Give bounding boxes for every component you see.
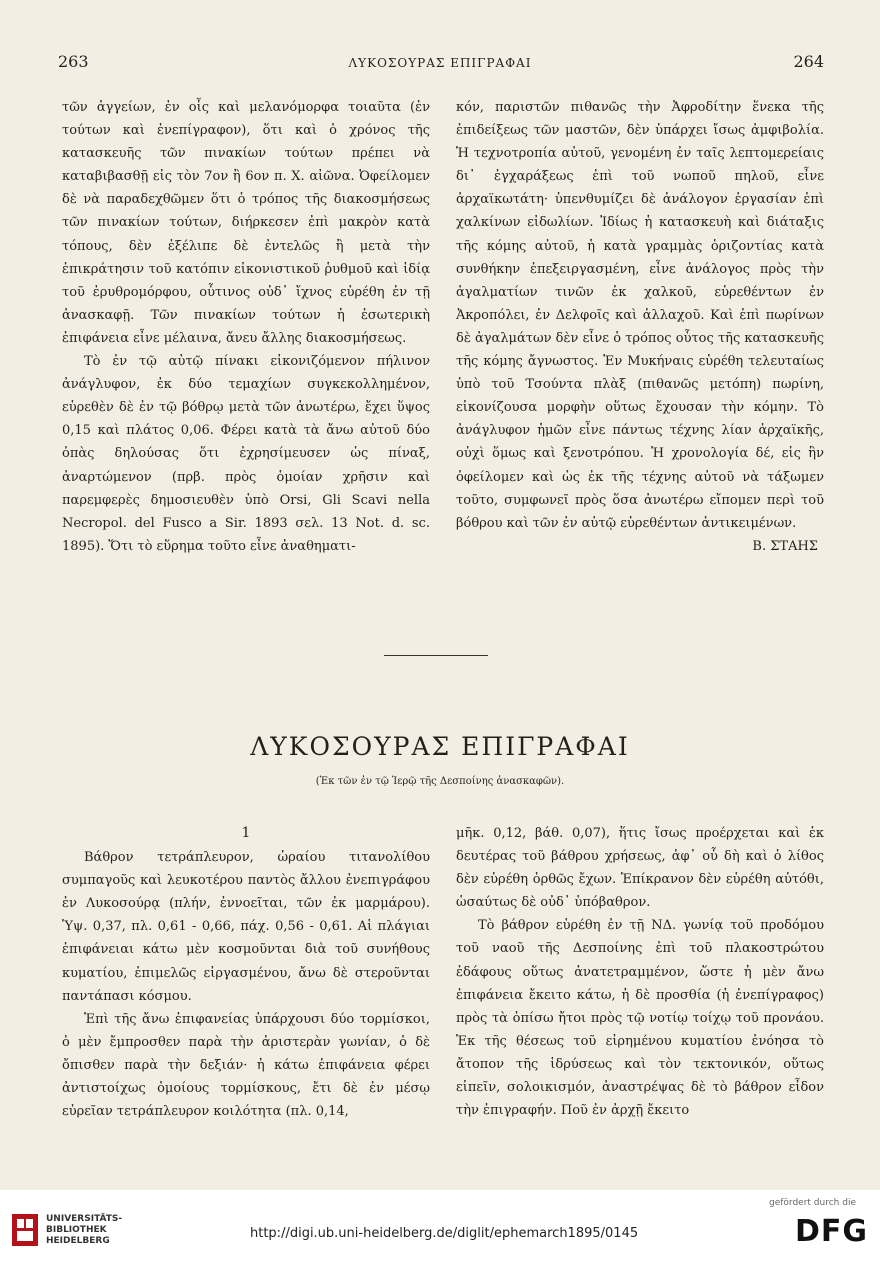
sponsor-name: DFG — [794, 1214, 868, 1249]
library-name-line: UNIVERSITÄTS- — [46, 1214, 123, 1224]
section-subtitle: (Ἐκ τῶν ἐν τῷ Ἱερῷ τῆς Δεσποίνης ἀνασκαφῶν). — [315, 776, 565, 787]
section-divider — [384, 655, 488, 656]
page-header — [48, 48, 832, 78]
library-name-line: BIBLIOTHEK — [46, 1225, 107, 1235]
page-number-right: 264 — [793, 52, 824, 71]
paragraph: τῶν ἀγγείων, ἐν οἷς καὶ μελανόμορφα τοιαῦτα (ἐν τούτων καὶ ἐνεπίγραφον), ὅτι καὶ ὁ χρόνος τῆς κατασκευῆς τῶν πινακίων τούτων πρέπει νὰ καταβιβασθῇ εἰς τὸν 7ον ἢ 6ον π. Χ. αἰῶνα. Ὀφείλομεν δὲ νὰ παραδεχθῶμεν ὅτι ὁ τρόπος τῆς διακοσμήσεως τῶν πινακίων τούτων, διήρκεσεν ἐπὶ μακρὸν κατὰ τόπους, δὲν ἐξέλιπε δὲ ἐντελῶς ἢ μετὰ τὴν ἐπικράτησιν τοῦ κατόπιν εἰκονιστικοῦ ῥυθμοῦ καὶ ἰδίᾳ τοῦ ἐρυθρομόρφου, οὗτινος οὐδ᾽ ἴχνος εὑρέθη ἐν τῇ ἀνασκαφῇ. Τῶν πινακίων τούτων ἡ ἐσωτερικὴ ἐπιφάνεια εἶνε μέλαινα, ἄνευ ἄλλης διακοσμήσεως. — [62, 100, 430, 346]
paragraph: Τὸ βάθρον εὑρέθη ἐν τῇ ΝΔ. γωνίᾳ τοῦ προδόμου τοῦ ναοῦ τῆς Δεσποίνης ἐπὶ τοῦ πλακοστρώτου ἐδάφους οὕτως ἀνατετραμμένον, ὥστε ἡ μὲν ἄνω ἐπιφάνεια ἔκειτο κάτω, ἡ δὲ προσθία (ἡ ἐνεπίγραφος) πρὸς τὰ ὀπίσω ἤτοι πρὸς τῷ νοτίῳ τοίχῳ τοῦ προνάου. Ἐκ τῆς θέσεως τοῦ εἰρημένου κυματίου ἐνόησα τὸ ἄτοπον τῆς ἱδρύσεως καὶ τὸν τεκτονικόν, οὕτως εἰπεῖν, σολοικισμόν, ἀναστρέψας δὲ τὸ βάθρον εἶδον τὴν ἐπιγραφήν. Ποῦ ἐν ἀρχῇ ἔκειτο — [456, 918, 824, 1119]
paragraph: μῆκ. 0,12, βάθ. 0,07), ἥτις ἴσως προέρχεται καὶ ἐκ δευτέρας τοῦ βάθρου χρήσεως, ἀφ᾽ οὗ δὴ καὶ ὁ λίθος δὲν εὑρέθη ὀρθῶς ἔχων. Ἐπίκρανον δὲν εὑρέθη αὐτόθι, ὡσαύτως δὲ οὐδ᾽ ὑπόβαθρον. — [456, 826, 824, 911]
column-top-left — [62, 96, 430, 558]
paragraph: Βάθρον τετράπλευρον, ὡραίου τιτανολίθου συμπαγοῦς καὶ λευκοτέρου παντὸς ἄλλου ἐνεπιγράφου ἐν Λυκοσούρᾳ (πλήν, ἐννοεῖται, τῶν ἐκ μαρμάρου). Ὑψ. 0,37, πλ. 0,61 - 0,66, πάχ. 0,56 - 0,61. Αἱ πλάγιαι ἐπιφάνειαι κάτω μὲν κοσμοῦνται διὰ τοῦ συνήθους κυματίου, ἐπιμελῶς εἰργασμένου, ἄνω δὲ στεροῦνται παντάπασι κόσμου. — [62, 850, 430, 1004]
permalink-url[interactable]: http://digi.ub.uni-heidelberg.de/diglit/ephemarch1895/0145 — [250, 1226, 639, 1241]
running-title: ΛΥΚΟΣΟΥΡΑΣ ΕΠΙΓΡΑΦΑΙ — [348, 56, 532, 70]
paragraph: κόν, παριστῶν πιθανῶς τὴν Ἀφροδίτην ἕνεκα τῆς ἐπιδείξεως τῶν μαστῶν, δὲν ὑπάρχει ἴσως ἀμφιβολία. Ἡ τεχνοτροπία αὐτοῦ, γενομένη ἐν ταῖς λεπτομερείαις δι᾽ ἐγχαράξεως ἐπὶ τοῦ νωποῦ πηλοῦ, εἶνε ἀρχαϊκωτάτη· ὑπενθυμίζει δὲ ἀνάλογον ἐργασίαν ἐπὶ χαλκίνων εἰδωλίων. Ἰδίως ἡ κατασκευὴ καὶ διάταξις τῆς κόμης αὐτοῦ, ἡ κατὰ γραμμὰς ὁριζοντίας κατὰ συνθήκην ἐπεξειργασμένη, εἶνε ἀνάλογος πρὸς τὴν ἀγαλματίων τινῶν ἐκ χαλκοῦ, εὑρεθέντων ἐν Ἀκροπόλει, ἐν Δελφοῖς καὶ ἀλλαχοῦ. Καὶ ἐπὶ πωρίνων δὲ ἀγαλμάτων δὲν εἶνε ὁ τρόπος οὗτος τῆς κατασκευῆς τῆς κόμης ἄγνωστος. Ἐν Μυκήναις εὑρέθη τελευταίως ὑπὸ τοῦ Τσούντα πλὰξ (πιθανῶς μετόπη) πωρίνη, εἰκονίζουσα μορφὴν οὕτως ἔχουσαν τὴν κόμην. Τὸ ἀνάγλυφον ἡμῶν εἶνε πάντως τέχνης λίαν ἀρχαϊκῆς, οὐχὶ ὅμως καὶ ξενοτρόπου. Ἡ χρονολογία δέ, εἰς ἣν ὀφείλομεν καὶ ὡς ἐκ τῆς τέχνης αὐτοῦ νὰ τάξωμεν τοῦτο, συμφωνεῖ πρὸς ὅσα ἀνωτέρω εἴπομεν περὶ τοῦ βόθρου καὶ τῶν ἐν αὐτῷ εὑρεθέντων ἀντικειμένων. — [456, 100, 824, 531]
paragraph: Τὸ ἐν τῷ αὐτῷ πίνακι εἰκονιζόμενον πήλινον ἀνάγλυφον, ἐκ δύο τεμαχίων συγκεκολλημένον, εὑρεθὲν δὲ ἐν τῷ βόθρῳ μετὰ τῶν ἀνωτέρω, ἔχει ὕψος 0,15 καὶ πλάτος 0,06. Φέρει κατὰ τὰ ἄνω αὐτοῦ δύο ὀπὰς δηλούσας ὅτι ἐχρησίμευσεν ὡς πίναξ, ἀναρτώμενον (πρβ. πρὸς ὁμοίαν χρῆσιν καὶ παρεμφερὲς δημοσιευθὲν ὑπὸ Orsi, Gli Scavi nella Necropol. del Fusco a Sir. 1893 σελ. 13 Not. d. sc. 1895). Ὅτι τὸ εὕρημα τοῦτο εἶνε ἀναθηματι- — [62, 354, 430, 554]
library-name — [46, 1214, 122, 1247]
author-signature: Β. ΣΤΑΗΣ — [752, 538, 818, 554]
column-top-right — [456, 96, 824, 558]
column-bottom-left — [62, 822, 430, 1123]
library-name-line: HEIDELBERG — [46, 1236, 110, 1246]
section-title: ΛΥΚΟΣΟΥΡΑΣ ΕΠΙΓΡΑΦΑΙ — [250, 732, 630, 761]
inscription-number: 1 — [241, 825, 251, 841]
university-seal-icon — [10, 1212, 40, 1248]
sponsor-logo[interactable] — [768, 1198, 868, 1258]
paragraph: Ἐπὶ τῆς ἄνω ἐπιφανείας ὑπάρχουσι δύο τορμίσκοι, ὁ μὲν ἔμπροσθεν παρὰ τὴν ἀριστερὰν γωνίαν, ὁ δὲ ὄπισθεν παρὰ τὴν δεξιάν· ἡ κάτω ἐπιφάνεια φέρει ἀντιστοίχως ὁμοίους τορμίσκους, ἔτι δὲ ἐν μέσῳ εὐρεῖαν τετράπλευρον κοιλότητα (πλ. 0,14, — [62, 1011, 430, 1120]
library-logo[interactable] — [10, 1212, 123, 1256]
column-bottom-right — [456, 822, 824, 1122]
page-number-left: 263 — [58, 52, 89, 71]
sponsor-note: gefördert durch die — [769, 1198, 856, 1208]
digitization-footer — [0, 1190, 880, 1273]
